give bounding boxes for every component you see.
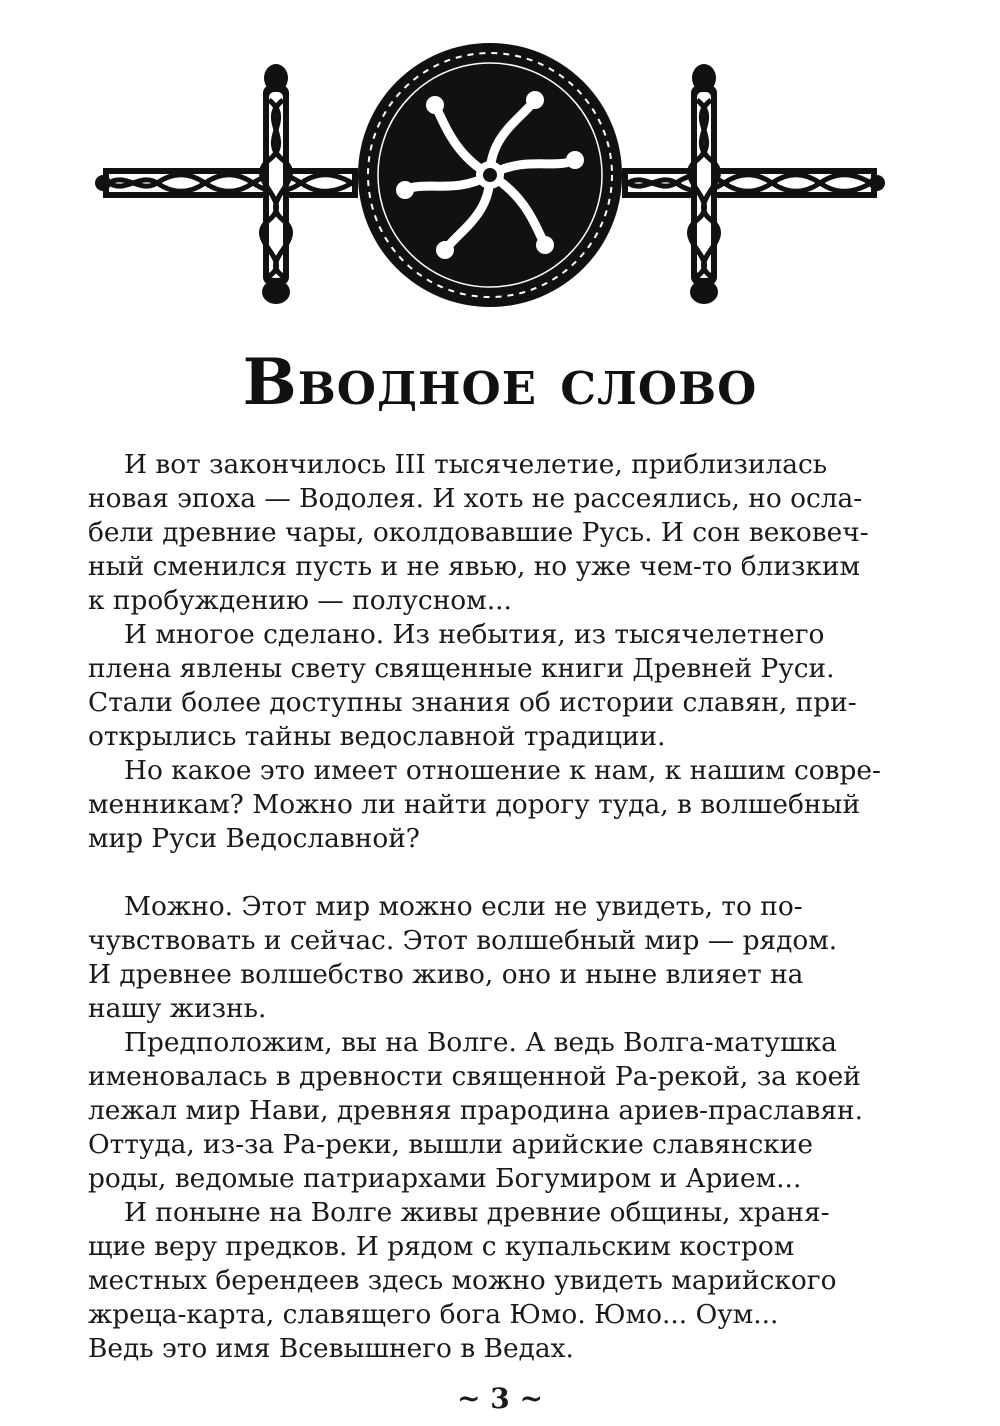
text-line: жреца-карта, славящего бога Юмо. Юмо... Оум... — [88, 1299, 779, 1330]
text-line: чувствовать и сейчас. Этот волшебный мир — рядом. — [88, 925, 838, 956]
text-line: открылись тайны ведославной традиции. — [88, 721, 666, 752]
text-line: лежал мир Нави, древняя прародина ариев-праславян. — [88, 1095, 863, 1126]
paragraph — [88, 618, 888, 754]
paragraph — [88, 890, 888, 1026]
text-line: мир Руси Ведославной? — [88, 823, 420, 854]
text-line: Предположим, вы на Волге. А ведь Волга-матушка — [124, 1027, 837, 1058]
text-line: нашу жизнь. — [88, 993, 267, 1024]
paragraph-gap — [88, 856, 888, 890]
text-line: местных берендеев здесь можно увидеть марийского — [88, 1265, 837, 1296]
text-line: И древнее волшебство живо, оно и ныне влияет на — [88, 959, 804, 990]
text-line: Можно. Этот мир можно если не увидеть, то по- — [124, 891, 803, 922]
text-line: И поныне на Волге живы древние общины, храня- — [124, 1197, 830, 1228]
text-line: Ведь это имя Всевышнего в Ведах. — [88, 1333, 574, 1364]
paragraph — [88, 754, 888, 856]
header-ornament — [95, 40, 885, 315]
text-line: ный сменился пусть и не явью, но уже чем-то близким — [88, 551, 861, 582]
text-line: Оттуда, из-за Ра-реки, вышли арийские славянские — [88, 1129, 813, 1160]
page-title: Вводное слово — [242, 345, 758, 420]
text-line: Но какое это имеет отношение к нам, к нашим совре- — [124, 755, 881, 786]
central-medallion — [358, 43, 622, 307]
text-line: менникам? Можно ли найти дорогу туда, в волшебный — [88, 789, 861, 820]
braid-bar-left — [95, 168, 358, 198]
knot-column-right — [689, 64, 718, 304]
text-line: плена явлены свету священные книги Древней Руси. — [88, 653, 835, 684]
page-number: ~ 3 ~ — [457, 1382, 543, 1415]
text-line: новая эпоха — Водолея. И хоть не рассеялись, но осла- — [88, 483, 863, 514]
text-line: роды, ведомые патриархами Богумиром и Арием... — [88, 1163, 802, 1194]
knot-column-left — [261, 64, 290, 304]
text-line: к пробуждению — полусном... — [88, 585, 512, 616]
text-line: щие веру предков. И рядом с купальским костром — [88, 1231, 795, 1262]
text-line: И вот закончилось III тысячелетие, приблизилась — [124, 449, 828, 480]
paragraph — [88, 448, 888, 618]
paragraph — [88, 1026, 888, 1196]
body-text — [88, 448, 888, 1366]
paragraph — [88, 1196, 888, 1366]
braid-bar-right — [622, 168, 885, 198]
text-line: именовалась в древности священной Ра-рекой, за коей — [88, 1061, 861, 1092]
text-line: бели древние чары, околдовавшие Русь. И сон вековеч- — [88, 517, 869, 548]
text-line: Стали более доступны знания об истории славян, при- — [88, 687, 857, 718]
text-line: И многое сделано. Из небытия, из тысячелетнего — [124, 619, 825, 650]
